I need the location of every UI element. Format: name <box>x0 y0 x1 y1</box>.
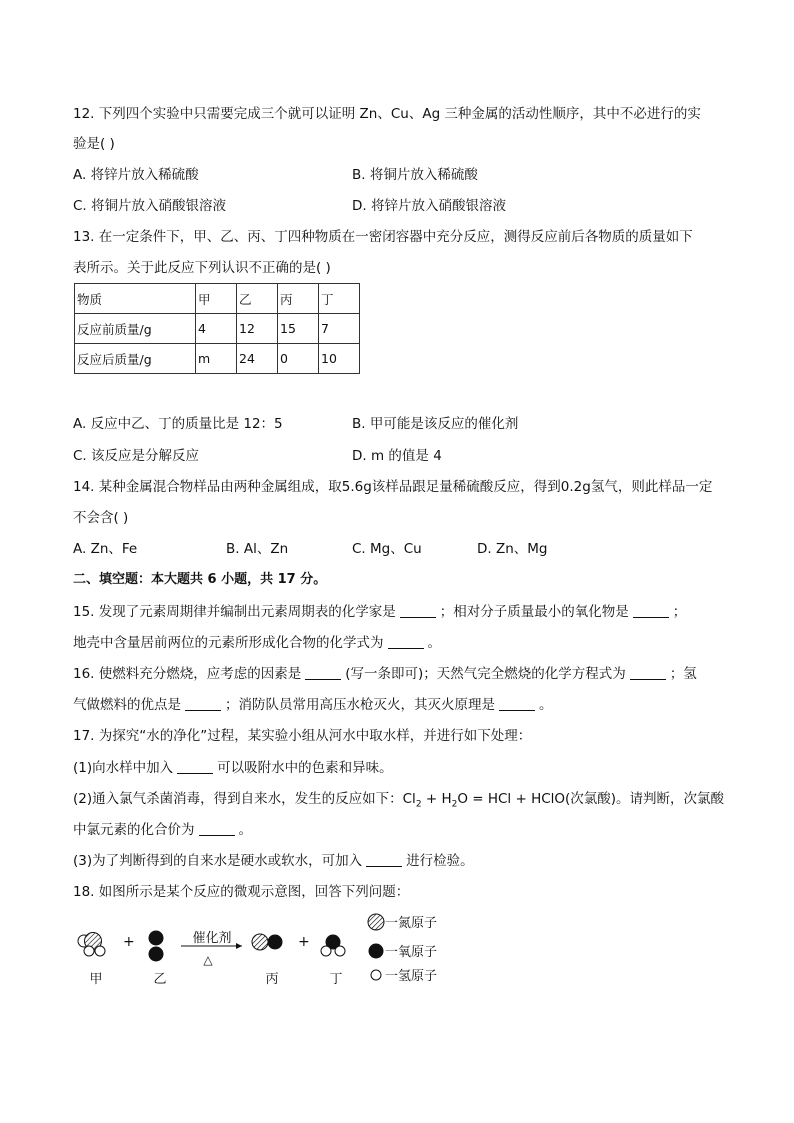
table-cell: 反应前质量/g <box>75 314 196 344</box>
q15-text: 15. 发现了元素周期律并编制出元素周期表的化学家是 <box>73 604 396 620</box>
q17-text: (2)通入氯气杀菌消毒，得到自来水，发生的反应如下：Cl <box>73 791 416 807</box>
molecule-bing-icon <box>252 934 283 950</box>
q13-option-b: B. 甲可能是该反应的催化剂 <box>352 416 519 432</box>
q15-line2 <box>73 634 441 652</box>
q17-sub3 <box>73 852 474 870</box>
table-row <box>75 344 360 374</box>
q13-option-c: C. 该反应是分解反应 <box>73 448 200 464</box>
q17-text: 中氯元素的化合价为 <box>73 822 195 838</box>
heat-symbol: △ <box>203 953 213 967</box>
q17-text: (3)为了判断得到的自来水是硬水或软水，可加入 <box>73 853 363 869</box>
reaction-diagram <box>60 908 480 990</box>
table-cell: 12 <box>237 314 278 344</box>
q13-stem-line1: 13. 在一定条件下，甲、乙、丙、丁四种物质在一密闭容器中充分反应，测得反应前后各物质的质量如下 <box>73 229 693 245</box>
q17-text: 可以吸附水中的色素和异味。 <box>217 760 393 776</box>
label-jia: 甲 <box>89 972 103 987</box>
answer-blank[interactable] <box>633 605 669 618</box>
table-cell: 24 <box>237 344 278 374</box>
q14-stem-line2: 不会含( ) <box>73 510 129 526</box>
subscript: 2 <box>415 799 422 810</box>
molecule-ding-icon <box>321 935 345 957</box>
q13-option-a: A. 反应中乙、丁的质量比是 12：5 <box>73 416 283 432</box>
answer-blank[interactable] <box>499 698 535 711</box>
table-row <box>75 284 360 314</box>
q15-text: 。 <box>427 635 441 651</box>
subscript: 2 <box>451 799 458 810</box>
q12-option-a: A. 将锌片放入稀硫酸 <box>73 167 199 183</box>
plus-sign: + <box>298 934 310 950</box>
nitrogen-atom-icon <box>368 914 384 930</box>
q16-line2 <box>73 696 553 714</box>
q15-text: ；相对分子质量最小的氧化物是 <box>439 604 629 620</box>
answer-blank[interactable] <box>366 854 402 867</box>
q17-text: 进行检验。 <box>406 853 474 869</box>
q14-option-c: C. Mg、Cu <box>352 541 422 557</box>
table-cell: 0 <box>278 344 319 374</box>
q12-option-c: C. 将铜片放入硝酸银溶液 <box>73 198 227 214</box>
answer-blank[interactable] <box>305 667 341 680</box>
legend-hydrogen: 一氢原子 <box>385 969 438 984</box>
q13-stem-line2: 表所示。关于此反应下列认识不正确的是( ) <box>73 260 331 276</box>
plus-sign: + <box>123 934 135 950</box>
q17-text: O = HCl + HClO(次氯酸)。请判断，次氯酸 <box>457 791 725 807</box>
label-bing: 丙 <box>265 972 279 987</box>
legend-nitrogen: 一氮原子 <box>385 916 438 931</box>
table-cell: 丁 <box>319 284 360 314</box>
q17-stem: 17. 为探究“水的净化”过程，某实验小组从河水中取水样，并进行如下处理： <box>73 728 532 744</box>
q16-text: ；氢 <box>669 666 697 682</box>
q14-stem-line1: 14. 某种金属混合物样品由两种金属组成，取5.6g该样品跟足量稀硫酸反应，得到0.2g氢气，则此样品一定 <box>73 479 713 495</box>
label-ding: 丁 <box>329 972 343 987</box>
section-heading: 二、填空题：本大题共 6 小题，共 17 分。 <box>73 572 327 587</box>
q12-option-b: B. 将铜片放入稀硫酸 <box>352 167 478 183</box>
q16-line1 <box>73 665 697 683</box>
table-cell: 10 <box>319 344 360 374</box>
q12-stem-line1: 12. 下列四个实验中只需要完成三个就可以证明 Zn、Cu、Ag 三种金属的活动性顺序，其中不必进行的实 <box>73 106 701 122</box>
q16-text: (写一条即可)；天然气完全燃烧的化学方程式为 <box>345 666 626 682</box>
q17-text: 。 <box>238 822 252 838</box>
q18-stem: 18. 如图所示是某个反应的微观示意图，回答下列问题： <box>73 884 410 900</box>
table-cell: 物质 <box>75 284 196 314</box>
table-cell: 丙 <box>278 284 319 314</box>
answer-blank[interactable] <box>199 823 235 836</box>
q15-text: ； <box>672 604 687 620</box>
q15-line1 <box>73 603 686 621</box>
label-yi: 乙 <box>153 972 167 987</box>
table-row <box>75 314 360 344</box>
table-cell: 乙 <box>237 284 278 314</box>
table-cell: 15 <box>278 314 319 344</box>
molecule-jia-icon <box>78 933 105 957</box>
q16-text: 16. 使燃料充分燃烧，应考虑的因素是 <box>73 666 302 682</box>
q13-option-d: D. m 的值是 4 <box>352 448 442 464</box>
hydrogen-atom-icon <box>371 970 381 980</box>
arrow-head-icon <box>236 943 242 949</box>
q14-option-a: A. Zn、Fe <box>73 541 138 557</box>
oxygen-atom-icon <box>369 944 384 959</box>
answer-blank[interactable] <box>185 698 221 711</box>
q13-mass-table <box>74 283 360 374</box>
legend-oxygen: 一氧原子 <box>385 945 438 960</box>
table-cell: 反应后质量/g <box>75 344 196 374</box>
q14-option-b: B. Al、Zn <box>226 541 289 557</box>
q15-text: 地壳中含量居前两位的元素所形成化合物的化学式为 <box>73 635 384 651</box>
q12-option-d: D. 将锌片放入硝酸银溶液 <box>352 198 506 214</box>
table-cell: 甲 <box>196 284 237 314</box>
legend <box>368 914 437 984</box>
q16-text: 。 <box>539 697 553 713</box>
q16-text: ；消防队员常用高压水枪灭火，其灭火原理是 <box>225 697 495 713</box>
q16-text: 气做燃料的优点是 <box>73 697 181 713</box>
table-cell: m <box>196 344 237 374</box>
answer-blank[interactable] <box>177 761 213 774</box>
q17-sub1 <box>73 759 393 777</box>
table-cell: 7 <box>319 314 360 344</box>
q14-option-d: D. Zn、Mg <box>477 541 548 557</box>
q17-text: (1)向水样中加入 <box>73 760 174 776</box>
molecule-yi-icon <box>149 931 164 962</box>
q12-stem-line2: 验是( ) <box>73 136 115 152</box>
q17-sub2 <box>73 790 724 814</box>
answer-blank[interactable] <box>630 667 666 680</box>
table-cell: 4 <box>196 314 237 344</box>
answer-blank[interactable] <box>388 636 424 649</box>
catalyst-label: 催化剂 <box>192 931 232 946</box>
q17-sub2-cont <box>73 821 252 839</box>
q17-text: + H <box>421 791 452 807</box>
answer-blank[interactable] <box>400 605 436 618</box>
